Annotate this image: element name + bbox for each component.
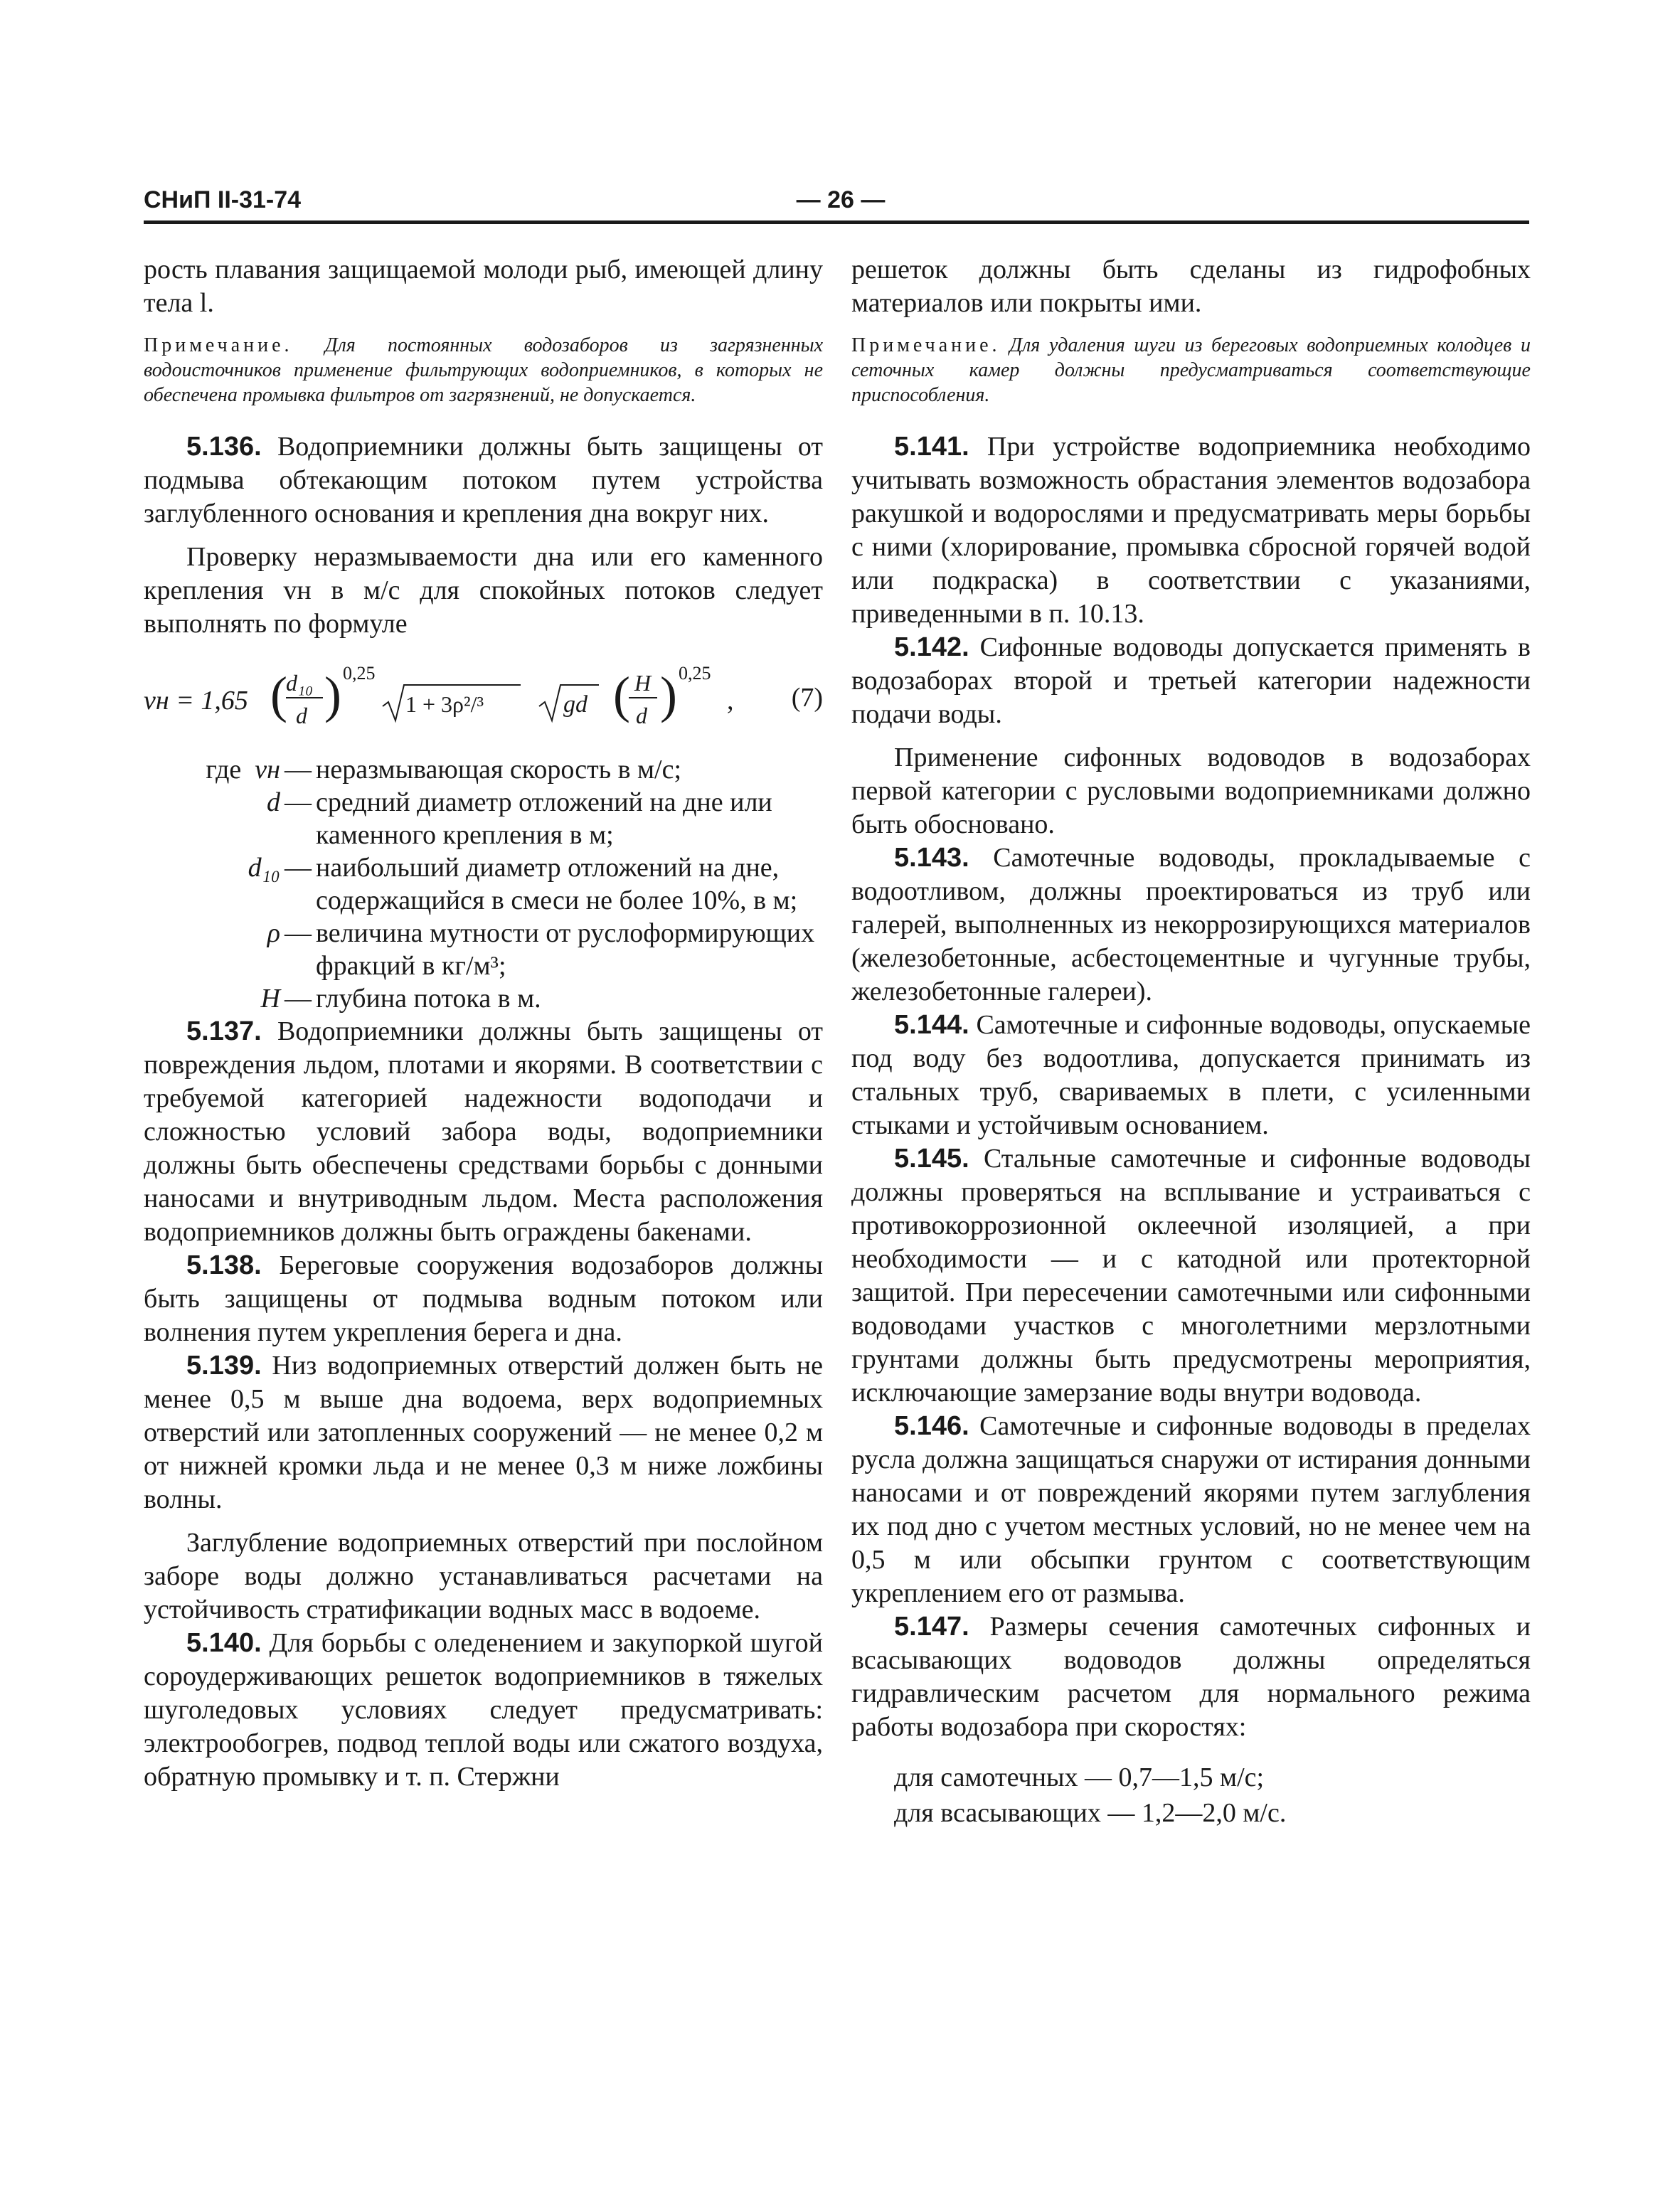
page-number: — 26 — bbox=[796, 186, 886, 213]
speed-line: для самотечных — 0,7—1,5 м/с; bbox=[894, 1763, 1265, 1792]
definition-text: глубина потока в м. bbox=[316, 984, 541, 1014]
formula-number: (7) bbox=[791, 683, 823, 713]
intro-paragraph: рость плавания защищаемой молоди рыб, имеющей длину тела l. bbox=[144, 255, 823, 318]
clause-number: 5.136. bbox=[186, 432, 262, 462]
page-header bbox=[144, 186, 1529, 223]
clause-number: 5.145. bbox=[894, 1144, 969, 1174]
formula-7 bbox=[144, 658, 823, 742]
clause-text: Береговые сооружения водозаборов должны быть защищены от подмыва водным потоком или волнения путем укрепления берега и дна. bbox=[144, 1250, 823, 1347]
clause-number: 5.139. bbox=[186, 1351, 262, 1381]
note-1 bbox=[144, 333, 823, 408]
clause-number: 5.137. bbox=[186, 1016, 262, 1046]
clause-text: Водоприемники должны быть защищены от повреждения льдом, плотами и якорями. В соответствии с требуемой категорией надежности водоподачи и сложностью условий забора воды, водоприемники должны быть обеспечены средствами борьбы с донными наносами и внутриводным льдом. Места расположения водоприемников должны быть ограждены бакенами. bbox=[144, 1016, 823, 1247]
right-column bbox=[851, 253, 1531, 1831]
definition-item: где vн — неразмывающая скорость в м/с; bbox=[144, 753, 823, 786]
clause-number: 5.141. bbox=[894, 432, 969, 462]
note-2 bbox=[851, 333, 1531, 408]
clause-number: 5.147. bbox=[894, 1612, 969, 1642]
clause-text: Стальные самотечные и сифонные водоводы должны проверяться на всплывание и устраиваться с противокоррозионной оклеечной изоляцией, а при необходимости — и с катодной или протекторной защитой. При пересечении самотечными или сифонными водоводами участков с многолетними мерзлотными грунтами должны быть предусмотрены мероприятия, исключающие замерзание воды внутри водовода. bbox=[851, 1144, 1531, 1408]
clause-number: 5.140. bbox=[186, 1628, 262, 1658]
definition-symbol: ρ bbox=[267, 918, 280, 948]
definitions-list bbox=[144, 753, 823, 1015]
root-2-content: gd bbox=[563, 691, 588, 718]
clause-5-146 bbox=[851, 1410, 1531, 1610]
definition-symbol: где vн bbox=[206, 755, 280, 785]
clause-5-147 bbox=[851, 1610, 1531, 1744]
note-text: Для удаления шуги из береговых водоприемных колодцев и сеточных камер должны предусматриваться соответствующие приспособления. bbox=[851, 334, 1531, 406]
note-label: Примечание. bbox=[851, 334, 1001, 356]
definition-text: средний диаметр отложений на дне или каменного крепления в м; bbox=[316, 787, 772, 850]
exponent-2: 0,25 bbox=[679, 663, 711, 684]
clause-number: 5.144. bbox=[894, 1010, 969, 1040]
clause-5-142-continued: Применение сифонных водоводов в водозаборах первой категории с русловыми водоприемниками должно быть обосновано. bbox=[851, 743, 1531, 839]
clause-number: 5.143. bbox=[894, 843, 969, 873]
continued-paragraph: решеток должны быть сделаны из гидрофобных материалов или покрыты ими. bbox=[851, 255, 1531, 318]
formula-comma: , bbox=[727, 686, 734, 716]
clause-text: Самотечные водоводы, прокладываемые с водоотливом, должны проектироваться из труб или галерей, выполненных из некоррозирующихся материалов (железобетонные, асбестоцементные и чугунные трубы, железобетонные галереи). bbox=[851, 843, 1531, 1006]
exponent-1: 0,25 bbox=[343, 663, 376, 684]
clause-5-136-continued: Проверку неразмываемости дна или его каменного крепления vн в м/с для спокойных потоков следует выполнять по формуле bbox=[144, 542, 823, 639]
definition-item: d₁₀ — наибольший диаметр отложений на дне, содержащийся в смеси не более 10%, в м; bbox=[144, 851, 823, 917]
clause-text: Водоприемники должны быть защищены от подмыва обтекающим потоком путем устройства заглубленного основания и крепления дна вокруг них. bbox=[144, 432, 823, 528]
clause-5-139 bbox=[144, 1349, 823, 1516]
clause-5-137 bbox=[144, 1015, 823, 1249]
clause-5-145 bbox=[851, 1142, 1531, 1410]
speed-line: для всасывающих — 1,2—2,0 м/с. bbox=[894, 1798, 1287, 1828]
paren-close-2: ) bbox=[660, 666, 677, 723]
clause-number: 5.138. bbox=[186, 1250, 262, 1280]
frac-numerator-H: H bbox=[634, 670, 652, 696]
clause-5-139-continued: Заглубление водоприемных отверстий при послойном заборе воды должно устанавливаться расчетами на устойчивость стратификации водных масс в водоеме. bbox=[144, 1528, 823, 1625]
clause-5-144 bbox=[851, 1009, 1531, 1142]
left-column bbox=[144, 253, 823, 1794]
definition-text: наибольший диаметр отложений на дне, содержащийся в смеси не более 10%, в м; bbox=[316, 853, 798, 915]
frac-numerator-d10: d₁₀ bbox=[286, 670, 314, 696]
clause-number: 5.142. bbox=[894, 632, 969, 662]
clause-5-140 bbox=[144, 1627, 823, 1794]
clause-text: Самотечные и сифонные водоводы, опускаемые под воду без водоотлива, допускается принимать из стальных труб, свариваемых в плети, с усиленными стыками и устойчивым основанием. bbox=[851, 1010, 1531, 1140]
clause-text: Сифонные водоводы допускается применять в водозаборах второй и третьей категории надежности подачи воды. bbox=[851, 632, 1531, 729]
definition-symbol: H bbox=[260, 984, 280, 1014]
note-text: Для постоянных водозаборов из загрязненных водоисточников применение фильтрующих водоприемников, в которых не обеспечена промывка фильтров от загрязнений, не допускается. bbox=[144, 334, 823, 406]
paren-close-1: ) bbox=[324, 666, 341, 723]
clause-5-141 bbox=[851, 430, 1531, 631]
paren-open-1: ( bbox=[270, 666, 287, 723]
definition-item: d — средний диаметр отложений на дне или каменного крепления в м; bbox=[144, 786, 823, 851]
frac-denominator-d-2: d bbox=[636, 703, 647, 728]
clause-5-143 bbox=[851, 841, 1531, 1009]
clause-5-138 bbox=[144, 1249, 823, 1349]
formula-lhs: vн = 1,65 bbox=[144, 686, 248, 716]
definition-symbol: d₁₀ bbox=[248, 853, 280, 883]
clause-text: При устройстве водоприемника необходимо учитывать возможность обрастания элементов водозабора ракушкой и водорослями и предусматривать меры борьбы с ними (хлорирование, промывка сбросной горячей водой или подкраска) в соответствии с указаниями, приведенными в п. 10.13. bbox=[851, 432, 1531, 629]
clause-text: Самотечные и сифонные водоводы в пределах русла должна защищаться снаружи от истирания донными наносами и от повреждений якорями путем заглубления их под дно с учетом местных условий, но не менее чем на 0,5 м или обсыпки грунтом с соответствующим укреплением его от размыва. bbox=[851, 1411, 1531, 1608]
root-1-content: 1 + 3ρ²/³ bbox=[405, 691, 484, 717]
clause-5-136 bbox=[144, 430, 823, 531]
note-label: Примечание. bbox=[144, 334, 293, 356]
definition-text: величина мутности от руслоформирующих фракций в кг/м³; bbox=[316, 918, 815, 981]
clause-number: 5.146. bbox=[894, 1411, 969, 1441]
definition-symbol: d bbox=[267, 787, 280, 817]
document-code: СНиП II-31-74 bbox=[144, 186, 302, 213]
definition-item: H — глубина потока в м. bbox=[144, 982, 823, 1015]
clause-5-142 bbox=[851, 631, 1531, 731]
paren-open-2: ( bbox=[613, 666, 630, 723]
definition-item: ρ — величина мутности от руслоформирующих фракций в кг/м³; bbox=[144, 917, 823, 982]
frac-denominator-d: d bbox=[296, 703, 307, 728]
header-rule bbox=[144, 220, 1529, 224]
clause-text: Низ водоприемных отверстий должен быть не менее 0,5 м выше дна водоема, верх водоприемных отверстий или затопленных сооружений — не менее 0,2 м от нижней кромки льда и не менее 0,3 м ниже ложбины волны. bbox=[144, 1351, 823, 1514]
clause-text: Для борьбы с оледенением и закупоркой шугой сороудерживающих решеток водоприемников в тяжелых шуголедовых условиях следует предусматривать: электрообогрев, подвод теплой воды или сжатого воздуха, обратную промывку и т. п. Стержни bbox=[144, 1628, 823, 1792]
definition-text: неразмывающая скорость в м/с; bbox=[316, 755, 682, 785]
clause-text: Размеры сечения самотечных сифонных и всасывающих водоводов должны определяться гидравлическим расчетом для нормального режима работы водозабора при скоростях: bbox=[851, 1612, 1531, 1742]
